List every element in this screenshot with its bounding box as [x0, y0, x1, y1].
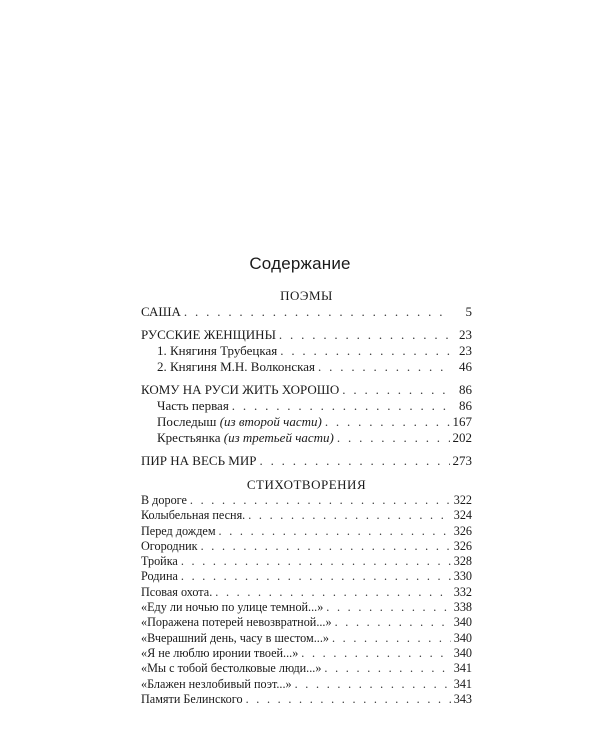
entry-title [157, 414, 322, 430]
entry-page: 340 [453, 615, 472, 630]
dot-leader [332, 631, 451, 646]
toc-subentry[interactable] [141, 398, 472, 414]
toc-subentry[interactable] [141, 359, 472, 375]
dot-leader [215, 585, 450, 600]
entry-page: 86 [459, 382, 472, 397]
toc-subentry[interactable] [141, 414, 472, 430]
entry-page: 322 [453, 493, 472, 507]
dot-leader [190, 493, 451, 508]
dot-leader [184, 304, 451, 320]
toc-entry[interactable] [141, 646, 472, 661]
toc-group-who-lives-well [141, 382, 472, 446]
section-heading-poems-short: СТИХОТВОРЕНИЯ [246, 477, 367, 492]
entry-title: Часть первая [157, 398, 229, 413]
entry-title: Перед дождем [141, 523, 216, 538]
toc-entry[interactable] [141, 631, 472, 646]
toc-entry[interactable] [141, 453, 472, 469]
toc-entry[interactable] [141, 508, 472, 523]
toc-entry[interactable] [141, 304, 472, 320]
poem-list [141, 493, 472, 707]
entry-page: 340 [453, 645, 472, 660]
entry-title: «Мы с тобой бестолковые люди...» [141, 661, 322, 676]
dot-leader [326, 600, 450, 615]
entry-title: Огородник [141, 538, 198, 553]
entry-title: Тройка [141, 554, 178, 569]
dot-leader [219, 524, 451, 539]
toc-entry[interactable] [141, 382, 472, 398]
entry-page: 326 [453, 538, 472, 553]
entry-page: 5 [465, 304, 472, 319]
entry-page: 330 [453, 569, 472, 584]
entry-page: 167 [452, 414, 472, 429]
dot-leader [295, 677, 451, 692]
entry-page: 23 [459, 343, 472, 358]
toc-entry[interactable] [141, 692, 472, 707]
entry-title: «Поражена потерей невозвратной...» [141, 615, 332, 630]
entry-title: В дороге [141, 493, 187, 507]
entry-note: (из третьей части) [223, 430, 334, 445]
entry-page: 23 [459, 327, 472, 342]
dot-leader [201, 539, 451, 554]
dot-leader [342, 382, 451, 398]
entry-page: 341 [453, 661, 472, 676]
entry-title: 1. Княгиня Трубецкая [157, 343, 278, 358]
entry-page: 340 [453, 630, 472, 645]
toc-entry[interactable] [141, 661, 472, 676]
entry-page: 202 [452, 430, 472, 445]
dot-leader [337, 430, 450, 446]
entry-page: 273 [452, 453, 472, 468]
entry-title-text: Последыш [157, 414, 217, 429]
entry-title: «Еду ли ночью по улице темной...» [141, 600, 324, 615]
toc-entry[interactable] [141, 539, 472, 554]
toc-group-sasha [141, 304, 472, 320]
entry-title: РУССКИЕ ЖЕНЩИНЫ [141, 327, 276, 342]
entry-title: Псовая охота. [141, 584, 213, 599]
entry-title: Колыбельная песня. [141, 508, 246, 523]
toc-entry[interactable] [141, 600, 472, 615]
entry-page: 328 [453, 554, 472, 569]
entry-page: 324 [453, 508, 472, 523]
entry-title: ПИР НА ВЕСЬ МИР [141, 453, 257, 468]
toc-entry[interactable] [141, 585, 472, 600]
page-title: Содержание [249, 254, 351, 273]
toc-entry[interactable] [141, 615, 472, 630]
toc-group-feast [141, 453, 472, 469]
dot-leader [259, 453, 449, 469]
toc-subentry[interactable] [141, 430, 472, 446]
entry-title: «Вчерашний день, часу в шестом...» [141, 630, 329, 645]
table-of-contents [141, 288, 472, 707]
entry-title [157, 430, 334, 446]
dot-leader [318, 359, 451, 375]
toc-entry[interactable] [141, 493, 472, 508]
toc-entry[interactable] [141, 327, 472, 343]
dot-leader [248, 508, 451, 523]
section-heading-poems: ПОЭМЫ [280, 288, 333, 303]
dot-leader [301, 646, 450, 661]
dot-leader [279, 327, 451, 343]
entry-page: 86 [459, 398, 472, 413]
dot-leader [181, 554, 451, 569]
entry-page: 46 [459, 359, 472, 374]
dot-leader [181, 569, 451, 584]
toc-entry[interactable] [141, 677, 472, 692]
entry-page: 338 [453, 600, 472, 615]
entry-title: Памяти Белинского [141, 691, 243, 706]
dot-leader [324, 661, 450, 676]
entry-title: Родина [141, 569, 178, 584]
toc-group-russian-women [141, 327, 472, 375]
entry-title: 2. Княгиня М.Н. Волконская [157, 359, 316, 374]
dot-leader [335, 615, 451, 630]
entry-title: КОМУ НА РУСИ ЖИТЬ ХОРОШО [141, 382, 340, 397]
entry-title-text: Крестьянка [157, 430, 221, 445]
toc-subentry[interactable] [141, 343, 472, 359]
entry-note: (из второй части) [219, 414, 322, 429]
entry-page: 326 [453, 523, 472, 538]
entry-title: «Блажен незлобивый поэт...» [141, 676, 292, 691]
entry-title: «Я не люблю иронии твоей...» [141, 645, 299, 660]
toc-entry[interactable] [141, 569, 472, 584]
dot-leader [280, 343, 451, 359]
entry-page: 332 [453, 584, 472, 599]
dot-leader [246, 692, 451, 707]
dot-leader [232, 398, 451, 414]
toc-entry[interactable] [141, 524, 472, 539]
entry-title: САША [141, 304, 181, 319]
dot-leader [325, 414, 450, 430]
entry-page: 341 [453, 676, 472, 691]
toc-entry[interactable] [141, 554, 472, 569]
entry-page: 343 [453, 691, 472, 706]
